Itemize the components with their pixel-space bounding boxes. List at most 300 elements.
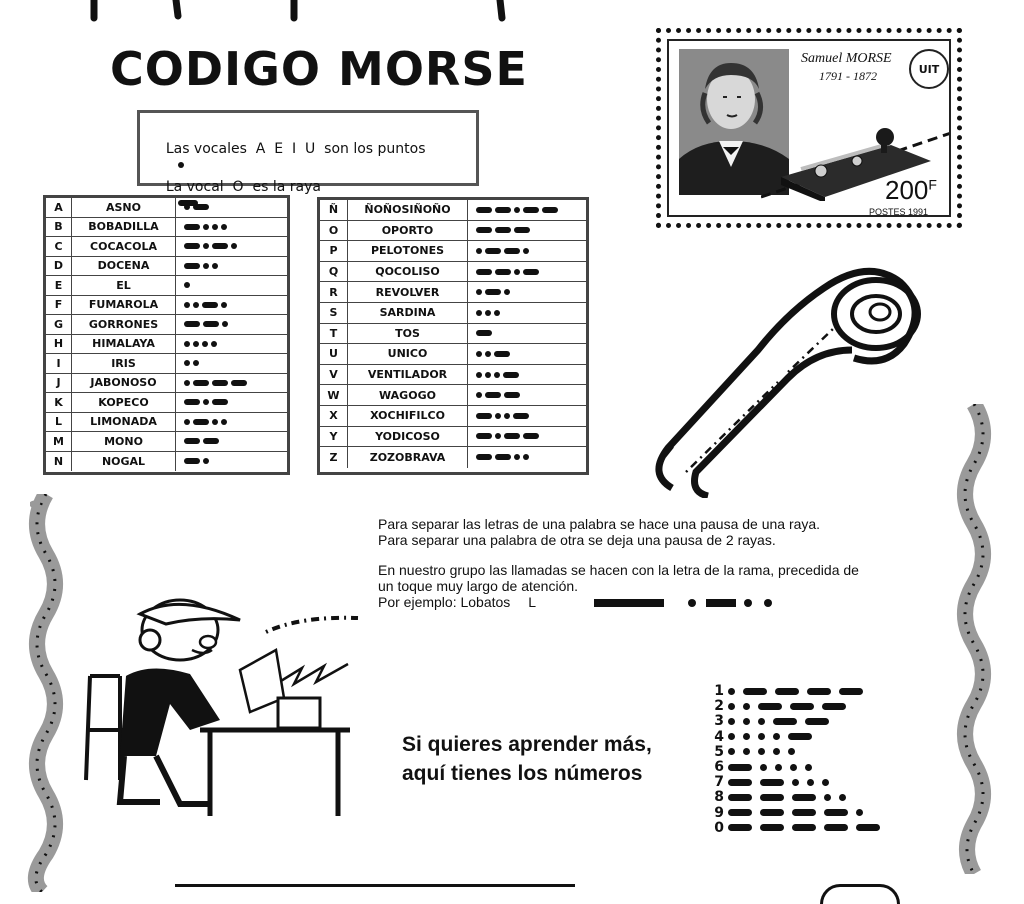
dot-symbol <box>514 269 520 275</box>
stamp-frame <box>667 39 951 217</box>
morse-code <box>468 303 503 323</box>
dot-symbol <box>773 733 780 740</box>
table-row <box>46 354 287 374</box>
dash-symbol <box>485 392 501 398</box>
morse-code <box>468 365 522 385</box>
dot-symbol <box>184 380 190 386</box>
dot-symbol <box>792 779 799 786</box>
dash-symbol <box>212 399 228 405</box>
uit-logo-text: UIT <box>918 62 940 76</box>
morse-letter: X <box>320 406 348 426</box>
table-row <box>320 385 586 406</box>
morse-letter: R <box>320 282 348 302</box>
dash-symbol <box>760 794 784 801</box>
dot-symbol <box>193 302 199 308</box>
dash-symbol <box>212 243 228 249</box>
dash-symbol <box>760 809 784 816</box>
dot-symbol <box>790 764 797 771</box>
dash-symbol <box>494 351 510 357</box>
morse-code <box>176 276 193 295</box>
morse-letter: Y <box>320 427 348 447</box>
dash-symbol <box>203 438 219 444</box>
dot-symbol <box>476 248 482 254</box>
dot-symbol <box>494 372 500 378</box>
morse-code <box>176 257 221 276</box>
number-row <box>708 714 837 728</box>
morse-letter: Z <box>320 447 348 468</box>
dash-symbol <box>788 733 812 740</box>
dash-symbol <box>728 809 752 816</box>
morse-letter: S <box>320 303 348 323</box>
telegraph-boy-icon <box>80 580 370 816</box>
dot-symbol <box>193 341 199 347</box>
number-digit: 1 <box>714 683 724 699</box>
table-row <box>320 365 586 386</box>
number-digit: 3 <box>714 713 724 730</box>
dash-symbol <box>202 302 218 308</box>
dash-symbol <box>184 458 200 464</box>
stamp-name: Samuel MORSE <box>801 51 892 66</box>
morse-letter: A <box>46 198 72 217</box>
dot-symbol <box>824 794 831 801</box>
table-row <box>46 315 287 335</box>
morse-word: EL <box>72 276 176 295</box>
dot-symbol <box>476 289 482 295</box>
morse-numbers-list <box>708 684 898 834</box>
morse-word: HIMALAYA <box>72 335 176 354</box>
number-digit: 9 <box>714 804 724 821</box>
dash-symbol <box>758 703 782 710</box>
stamp-currency: F <box>928 176 937 193</box>
morse-code <box>176 432 222 451</box>
morse-word: QOCOLISO <box>348 262 468 282</box>
morse-word: UNICO <box>348 344 468 364</box>
morse-letter: J <box>46 374 72 393</box>
table-row <box>46 237 287 257</box>
example-dot-1 <box>688 599 696 607</box>
dot-symbol <box>485 351 491 357</box>
dash-symbol <box>193 204 209 210</box>
table-row <box>320 282 586 303</box>
dot-symbol <box>221 302 227 308</box>
number-code <box>728 744 803 760</box>
number-code <box>728 805 871 821</box>
dash-symbol <box>231 380 247 386</box>
morse-code <box>468 324 495 344</box>
morse-code <box>468 427 542 447</box>
morse-code <box>176 354 202 373</box>
paragraph-spacer <box>378 548 958 562</box>
dot-symbol <box>476 372 482 378</box>
morse-letter: F <box>46 296 72 315</box>
example-label: Por ejemplo: Lobatos <box>378 594 511 610</box>
dot-symbol <box>203 243 209 249</box>
dot-symbol <box>221 419 227 425</box>
table-row <box>46 335 287 355</box>
table-row <box>320 262 586 283</box>
dash-symbol <box>728 794 752 801</box>
dot-symbol <box>212 263 218 269</box>
morse-word: ÑOÑOSIÑOÑO <box>348 200 468 220</box>
dot-symbol <box>728 703 735 710</box>
dot-symbol <box>758 748 765 755</box>
morse-code <box>468 385 523 405</box>
dash-symbol <box>728 764 752 771</box>
dot-symbol <box>728 718 735 725</box>
dot-symbol <box>184 341 190 347</box>
dash-symbol <box>792 824 816 831</box>
table-row <box>320 303 586 324</box>
morse-code <box>468 241 532 261</box>
morse-word: TOS <box>348 324 468 344</box>
dot-symbol <box>504 413 510 419</box>
number-digit: 6 <box>714 759 724 775</box>
dash-symbol <box>495 227 511 233</box>
number-digit: 2 <box>714 698 724 715</box>
dash-symbol <box>775 688 799 695</box>
dash-symbol <box>513 413 529 419</box>
table-row <box>320 221 586 242</box>
dash-symbol <box>805 718 829 725</box>
dot-symbol <box>212 224 218 230</box>
dot-symbol <box>203 458 209 464</box>
morse-code <box>468 282 513 302</box>
morse-word: WAGOGO <box>348 385 468 405</box>
dot-symbol <box>211 341 217 347</box>
example-letter: L <box>528 594 536 610</box>
dot-symbol <box>523 248 529 254</box>
morse-word: ZOZOBRAVA <box>348 447 468 468</box>
table-row <box>46 432 287 452</box>
dash-symbol <box>792 809 816 816</box>
number-code <box>728 698 854 714</box>
morse-letter: L <box>46 413 72 432</box>
table-row <box>46 276 287 296</box>
dot-symbol <box>728 733 735 740</box>
morse-letter: M <box>46 432 72 451</box>
dot-symbol <box>760 764 767 771</box>
instructions-paragraph <box>378 516 958 610</box>
number-row <box>708 821 888 835</box>
morse-word: GORRONES <box>72 315 176 334</box>
dash-symbol <box>760 779 784 786</box>
dash-symbol <box>728 779 752 786</box>
dot-symbol <box>184 302 190 308</box>
dot-symbol <box>856 809 863 816</box>
numbers-prompt-line-1: Si quieres aprender más, <box>402 733 652 756</box>
dot-symbol <box>203 224 209 230</box>
morse-word: PELOTONES <box>348 241 468 261</box>
dot-symbol <box>231 243 237 249</box>
dot-symbol <box>476 310 482 316</box>
number-code <box>728 759 820 775</box>
dot-symbol <box>758 733 765 740</box>
dash-symbol <box>807 688 831 695</box>
morse-letter: V <box>320 365 348 385</box>
table-row <box>320 241 586 262</box>
morse-word: COCACOLA <box>72 237 176 256</box>
dash-symbol <box>495 207 511 213</box>
dot-symbol <box>514 207 520 213</box>
dot-symbol <box>773 748 780 755</box>
table-row <box>46 374 287 394</box>
morse-code <box>468 221 533 241</box>
morse-table-right <box>317 197 589 475</box>
morse-word: REVOLVER <box>348 282 468 302</box>
dot-symbol <box>221 224 227 230</box>
dash-symbol <box>476 227 492 233</box>
numbers-prompt <box>402 730 652 788</box>
morse-code <box>468 262 542 282</box>
morse-letter: I <box>46 354 72 373</box>
dash-symbol <box>193 380 209 386</box>
number-row <box>708 790 854 804</box>
morse-word: DOCENA <box>72 257 176 276</box>
dash-symbol <box>542 207 558 213</box>
dot-symbol <box>203 399 209 405</box>
number-digit: 7 <box>714 774 724 791</box>
morse-word: LIMONADA <box>72 413 176 432</box>
stamp-footer: POSTES 1991 <box>869 207 929 217</box>
table-row <box>46 198 287 218</box>
morse-word: VENTILADOR <box>348 365 468 385</box>
dash-symbol <box>790 703 814 710</box>
dash-symbol <box>504 433 520 439</box>
number-code <box>728 729 820 745</box>
table-row <box>320 344 586 365</box>
morse-table-left <box>43 195 290 475</box>
number-code <box>728 774 837 790</box>
morse-code <box>176 413 230 432</box>
number-row <box>708 684 871 698</box>
dash-symbol <box>212 380 228 386</box>
dot-symbol <box>788 748 795 755</box>
table-row <box>320 406 586 427</box>
number-row <box>708 745 803 759</box>
dash-symbol <box>476 207 492 213</box>
table-row <box>46 218 287 238</box>
morse-word: BOBADILLA <box>72 218 176 237</box>
morse-code <box>176 315 231 334</box>
number-row <box>708 775 837 789</box>
dash-symbol <box>728 824 752 831</box>
dot-symbol <box>212 419 218 425</box>
dot-symbol <box>495 433 501 439</box>
dot-symbol <box>476 392 482 398</box>
dash-symbol <box>495 269 511 275</box>
morse-code <box>468 447 532 468</box>
stamp-value <box>885 175 937 206</box>
morse-letter: U <box>320 344 348 364</box>
vowel-rule-dash-text: La vocal O es la raya <box>165 179 321 195</box>
dot-symbol <box>202 341 208 347</box>
morse-letter: K <box>46 393 72 412</box>
example-dash <box>706 599 736 607</box>
number-row <box>708 760 820 774</box>
example-long-dash <box>594 599 664 607</box>
dot-symbol <box>222 321 228 327</box>
dash-symbol <box>476 433 492 439</box>
morse-letter: Q <box>320 262 348 282</box>
dash-symbol <box>476 454 492 460</box>
example-dot-2 <box>744 599 752 607</box>
morse-letter: Ñ <box>320 200 348 220</box>
dot-symbol <box>728 748 735 755</box>
dot-symbol <box>805 764 812 771</box>
dot-symbol <box>476 351 482 357</box>
morse-word: XOCHIFILCO <box>348 406 468 426</box>
dot-symbol <box>839 794 846 801</box>
table-row <box>320 200 586 221</box>
morse-code <box>468 344 513 364</box>
instruction-line-3: En nuestro grupo las llamadas se hacen con la letra de la rama, precedida de <box>378 562 859 578</box>
dot-symbol <box>743 718 750 725</box>
table-row <box>46 257 287 277</box>
number-code <box>728 713 837 729</box>
number-digit: 5 <box>714 743 724 760</box>
morse-word: ASNO <box>72 198 176 217</box>
number-digit: 8 <box>714 789 724 806</box>
dot-symbol <box>775 764 782 771</box>
dash-symbol <box>773 718 797 725</box>
morse-pole-icon <box>80 0 520 22</box>
instruction-line-1: Para separar las letras de una palabra se hace una pausa de una raya. <box>378 516 821 532</box>
dash-symbol <box>523 269 539 275</box>
dot-symbol <box>758 718 765 725</box>
dash-symbol <box>856 824 880 831</box>
dot-symbol <box>495 413 501 419</box>
number-code <box>728 683 871 699</box>
dash-symbol <box>503 372 519 378</box>
dash-symbol <box>839 688 863 695</box>
table-row <box>320 427 586 448</box>
morse-letter: O <box>320 221 348 241</box>
morse-code <box>468 200 561 220</box>
dot-symbol <box>184 419 190 425</box>
table-row <box>46 296 287 316</box>
number-digit: 0 <box>714 819 724 836</box>
dash-symbol <box>792 794 816 801</box>
dash-symbol <box>760 824 784 831</box>
dash-symbol <box>514 227 530 233</box>
morse-word: MONO <box>72 432 176 451</box>
wavy-border-left-icon <box>22 494 72 892</box>
dot-symbol <box>743 703 750 710</box>
bottom-box-edge <box>175 884 575 895</box>
instruction-line-2: Para separar una palabra de otra se deja una pausa de 2 rayas. <box>378 532 776 548</box>
dash-symbol <box>822 703 846 710</box>
dash-symbol <box>193 419 209 425</box>
morse-word: NOGAL <box>72 452 176 472</box>
dot-symbol <box>743 748 750 755</box>
instruction-line-4: un toque muy largo de atención. <box>378 578 579 594</box>
dash-symbol <box>824 809 848 816</box>
morse-code <box>468 406 532 426</box>
number-code <box>728 789 854 805</box>
dash-symbol <box>184 321 200 327</box>
morse-letter: B <box>46 218 72 237</box>
table-row <box>320 447 586 468</box>
morse-code <box>176 198 212 217</box>
morse-letter: G <box>46 315 72 334</box>
table-row <box>320 324 586 345</box>
dash-symbol <box>743 688 767 695</box>
morse-word: SARDINA <box>348 303 468 323</box>
morse-code <box>176 393 231 412</box>
wavy-border-right-icon <box>948 404 998 874</box>
morse-letter: T <box>320 324 348 344</box>
dash-symbol <box>523 207 539 213</box>
dot-symbol <box>193 360 199 366</box>
number-row <box>708 699 854 713</box>
morse-word: OPORTO <box>348 221 468 241</box>
samuel-morse-stamp <box>656 28 962 228</box>
vowel-rule-box <box>137 110 479 195</box>
dash-symbol <box>476 330 492 336</box>
table-row <box>46 452 287 472</box>
dot-symbol <box>523 454 529 460</box>
dot-symbol <box>184 360 190 366</box>
morse-letter: P <box>320 241 348 261</box>
example-line <box>378 594 958 610</box>
morse-word: IRIS <box>72 354 176 373</box>
number-row <box>708 806 871 820</box>
dash-symbol <box>523 433 539 439</box>
morse-code <box>176 374 250 393</box>
morse-code <box>176 296 230 315</box>
dash-symbol <box>184 224 200 230</box>
bottom-ellipse-edge <box>820 884 900 904</box>
morse-code <box>176 335 220 354</box>
dash-symbol <box>476 413 492 419</box>
morse-letter: N <box>46 452 72 472</box>
dot-symbol <box>822 779 829 786</box>
number-digit: 4 <box>714 728 724 745</box>
dash-symbol <box>504 248 520 254</box>
page-title: CODIGO MORSE <box>110 42 528 96</box>
dash-symbol <box>184 263 200 269</box>
dot-symbol <box>514 454 520 460</box>
numbers-prompt-line-2: aquí tienes los números <box>402 762 643 785</box>
dot-symbol <box>203 263 209 269</box>
dash-symbol <box>485 289 501 295</box>
number-row <box>708 730 820 744</box>
table-row <box>46 393 287 413</box>
example-dot-3 <box>764 599 772 607</box>
morse-word: FUMAROLA <box>72 296 176 315</box>
stamp-years: 1791 - 1872 <box>819 69 877 83</box>
dash-symbol <box>495 454 511 460</box>
dot-symbol <box>485 372 491 378</box>
dash-symbol <box>824 824 848 831</box>
paper-scroll-icon <box>638 252 938 498</box>
stamp-value-number: 200 <box>885 175 929 205</box>
dash-symbol <box>485 248 501 254</box>
morse-letter: H <box>46 335 72 354</box>
morse-letter: C <box>46 237 72 256</box>
morse-letter: D <box>46 257 72 276</box>
dash-symbol <box>184 438 200 444</box>
morse-word: JABONOSO <box>72 374 176 393</box>
morse-code <box>176 237 240 256</box>
vowel-rule-points-text: Las vocales A E I U son los puntos <box>165 141 426 157</box>
morse-word: YODICOSO <box>348 427 468 447</box>
dot-symbol <box>743 733 750 740</box>
morse-word: KOPECO <box>72 393 176 412</box>
dash-symbol <box>184 399 200 405</box>
dot-symbol <box>728 688 735 695</box>
morse-letter: E <box>46 276 72 295</box>
